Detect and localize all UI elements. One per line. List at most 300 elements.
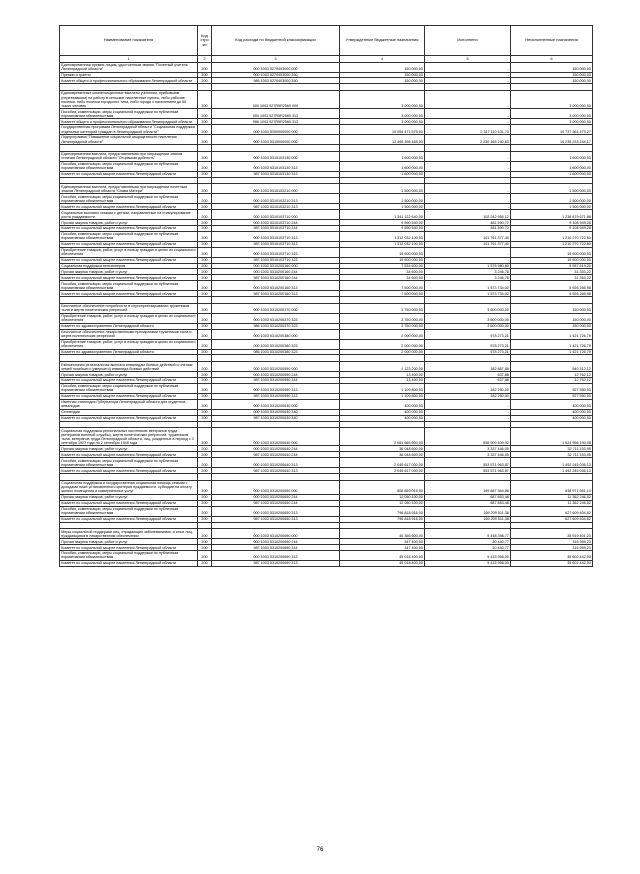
row-approved: 12 050 100,00 <box>340 500 425 506</box>
row-remaining: 9 108 949,28 <box>511 226 593 232</box>
spacer-cell <box>511 474 593 481</box>
page-number: 76 <box>316 847 324 853</box>
row-approved: 400 000,00 <box>340 409 425 415</box>
spacer-cell <box>425 421 511 428</box>
row-approved: 3 000 000,00 <box>340 91 425 109</box>
row-executed: - <box>425 72 511 78</box>
spacer-cell <box>212 355 340 362</box>
row-budget-code: 987 1003 5310200650 244 <box>212 500 340 506</box>
row-line-code: 200 <box>198 241 212 247</box>
row-line-code: 200 <box>198 210 212 220</box>
row-name: Комитет по социальной защите населения Ленинградской области <box>60 393 198 399</box>
table-row <box>60 125 593 135</box>
row-budget-code: 000 1003 5300000000 000 <box>212 125 340 135</box>
row-executed: 182 887,88 <box>425 362 511 372</box>
table-row <box>60 247 593 257</box>
row-executed: - <box>425 119 511 125</box>
row-budget-code: 987 1003 5310200690 313 <box>212 560 340 566</box>
row-line-code: 200 <box>198 263 212 269</box>
row-name: Единовременная выплата, предоставляемая при награждении знаком отличия Ленинградской области "Отцовская доблесть" <box>60 151 198 161</box>
row-budget-code: 000 1003 5310200160 313 <box>212 281 340 291</box>
row-approved: 13 400,00 <box>340 372 425 378</box>
row-line-code: 200 <box>198 269 212 275</box>
row-name: Пособия, компенсации, меры социальной поддержки по публичным нормативным обязательствам <box>60 506 198 516</box>
row-approved: 150 000,00 <box>340 62 425 72</box>
row-line-code: 200 <box>198 275 212 281</box>
row-budget-code: 987 1003 5310103710 313 <box>212 241 340 247</box>
row-executed: 687 853,48 <box>425 494 511 500</box>
row-executed: - <box>425 257 511 263</box>
row-executed: - <box>425 109 511 119</box>
row-line-code: 200 <box>198 545 212 551</box>
row-budget-code: 000 1003 5310200650 000 <box>212 480 340 494</box>
row-budget-code: 000 1003 5310200590 000 <box>212 362 340 372</box>
row-budget-code: 000 1003 527R5R2560 000 <box>212 91 340 109</box>
row-remaining: 927 550,00 <box>511 383 593 393</box>
spacer-cell <box>425 474 511 481</box>
row-remaining: 12 762,12 <box>511 378 593 384</box>
row-name: Прочая закупка товаров, работ и услуг <box>60 446 198 452</box>
spacer-cell <box>511 177 593 184</box>
row-line-code: 200 <box>198 119 212 125</box>
spacer-cell <box>425 297 511 304</box>
row-approved: 3 750 000,00 <box>340 323 425 329</box>
table-row <box>60 303 593 313</box>
row-executed: 687 853,48 <box>425 500 511 506</box>
row-name: Единовременная премия лицам, удостоенным звания "Почетный учитель Ленинградской области" <box>60 62 198 72</box>
row-name: Ежемесячная региональная выплата инвалидам боевых действий и членам семей погибшего (умершего) инвалида боевых действий <box>60 362 198 372</box>
row-remaining: 1 421 726,79 <box>511 349 593 355</box>
spacer-cell <box>212 421 340 428</box>
row-budget-code: 987 1003 5310103210 313 <box>212 204 340 210</box>
row-remaining: 1 600 000,00 <box>511 161 593 171</box>
spacer-cell <box>340 84 425 91</box>
row-executed: 481 590,72 <box>425 226 511 232</box>
row-line-code: 200 <box>198 247 212 257</box>
row-name: Комитет по социальной защите населения Ленинградской области <box>60 516 198 522</box>
table-row <box>60 529 593 539</box>
row-executed: 1 576 980,80 <box>425 263 511 269</box>
spacer-cell <box>60 145 198 152</box>
row-executed: 3 600 000,00 <box>425 323 511 329</box>
row-remaining: 150 000,00 <box>511 303 593 313</box>
row-approved: 3 000 000,00 <box>340 119 425 125</box>
row-approved: 45 018 400,00 <box>340 551 425 561</box>
row-executed: - <box>425 409 511 415</box>
row-executed: 637,88 <box>425 372 511 378</box>
row-executed: 3 337 446,05 <box>425 446 511 452</box>
header-budget-code: Код расхода по бюджетной классификации <box>212 26 340 56</box>
row-name: Прочая закупка товаров, работ и услуг <box>60 494 198 500</box>
row-line-code: 200 <box>198 362 212 372</box>
header-name: Наименование показателя <box>60 26 198 56</box>
table-row <box>60 210 593 220</box>
table-row <box>60 399 593 409</box>
row-approved: 796 818 916,00 <box>340 516 425 522</box>
row-budget-code: 000 1003 5310200630 000 <box>212 399 340 409</box>
table-row <box>60 184 593 194</box>
row-budget-code: 987 1003 5310200160 313 <box>212 291 340 297</box>
row-name: Социальная поддержка региональных льготников: ветеранов труда (ветеранов военной службы), жертв политических репрессий, тружеников тыла, ветеранов труда Ленинградской области, лиц, рожденных в период с 3 сентября 1927 года по 2 сентября 1945 года <box>60 428 198 446</box>
row-name: Социальная поддержка и государственная социальная помощь семьям с доходами ниже установленного критерия нуждаемости, субсидии на оплату жилого помещения и коммунальных услуг <box>60 480 198 494</box>
spacer-cell <box>340 297 425 304</box>
row-name: Прочая закупка товаров, работ и услуг <box>60 220 198 226</box>
row-approved: 808 859 016,00 <box>340 480 425 494</box>
row-executed: 3 246,78 <box>425 275 511 281</box>
row-name: Бесплатное обеспечение потребности в слухопротезировании тружеников тыла и жертв политических репрессий <box>60 303 198 313</box>
spacer-cell <box>60 421 198 428</box>
row-approved: 1 600 000,00 <box>340 171 425 177</box>
row-budget-code: 000 1003 5310103130 000 <box>212 151 340 161</box>
row-approved: 1 341 122 640,00 <box>340 210 425 220</box>
row-budget-code: 000 1003 5310103710 000 <box>212 210 340 220</box>
row-line-code: 200 <box>198 151 212 161</box>
row-name: Комитет общего и профессионального образования Ленинградской области <box>60 78 198 84</box>
spacer-row <box>60 84 593 91</box>
row-name: Комитет общего и профессионального образования Ленинградской области <box>60 119 198 125</box>
row-remaining: 3 000 000,00 <box>511 91 593 109</box>
row-remaining: 35 919 401,23 <box>511 529 593 539</box>
row-budget-code: 986 1003 5270403000 350 <box>212 78 340 84</box>
row-budget-code: 000 1003 5310200690 244 <box>212 539 340 545</box>
row-line-code: 200 <box>198 194 212 204</box>
row-executed: 169 887 364,88 <box>425 480 511 494</box>
row-line-code: 200 <box>198 383 212 393</box>
row-executed: - <box>425 415 511 421</box>
row-line-code: 200 <box>198 539 212 545</box>
row-remaining: 1 500 000,00 <box>511 204 593 210</box>
row-line-code: 200 <box>198 339 212 349</box>
row-name: Пособия, компенсации, меры социальной поддержки по публичным нормативным обязательствам <box>60 194 198 204</box>
row-remaining: 12 762,12 <box>511 372 593 378</box>
row-executed: 102 242 955,12 <box>425 210 511 220</box>
row-name: Стипендии <box>60 409 198 415</box>
row-executed: 101 761 377,40 <box>425 241 511 247</box>
row-approved: 7 534 600,00 <box>340 263 425 269</box>
row-line-code: 200 <box>198 220 212 226</box>
row-remaining: 316 959,23 <box>511 545 593 551</box>
spacer-cell <box>198 474 212 481</box>
row-name: Государственная программа Ленинградской области "Социальная поддержка отдельных категорий граждан в Ленинградской области" <box>60 125 198 135</box>
row-executed: 3 246,78 <box>425 269 511 275</box>
row-name: Подпрограмма "Повышение социальной защищенности населения Ленинградской области" <box>60 135 198 145</box>
row-line-code: 200 <box>198 452 212 458</box>
row-name: Комитет по социальной защите населения Ленинградской области <box>60 241 198 247</box>
row-budget-code: 000 1003 527R5R2560 313 <box>212 109 340 119</box>
row-executed: 9 415 958,00 <box>425 560 511 566</box>
row-executed: 1 573 734,02 <box>425 291 511 297</box>
spacer-cell <box>198 522 212 529</box>
table-row <box>60 428 593 446</box>
row-approved: 796 818 916,00 <box>340 506 425 516</box>
row-remaining: 400 000,00 <box>511 399 593 409</box>
row-approved: 34 600,00 <box>340 275 425 281</box>
row-line-code: 200 <box>198 468 212 474</box>
row-name: Приобретение товаров, работ, услуг в пользу граждан в целях их социального обеспечения <box>61 314 196 323</box>
spacer-cell <box>60 355 198 362</box>
spacer-cell <box>212 474 340 481</box>
spacer-row <box>60 522 593 529</box>
spacer-cell <box>60 522 198 529</box>
row-remaining: 19 500 000,00 <box>511 257 593 263</box>
row-name: Прочая закупка товаров, работ и услуг <box>60 539 198 545</box>
row-executed: 3 600 000,00 <box>425 313 511 323</box>
row-executed: 637,88 <box>425 378 511 384</box>
spacer-cell <box>340 355 425 362</box>
row-approved: 34 600,00 <box>340 269 425 275</box>
row-budget-code: 000 1003 5310200640 313 <box>212 458 340 468</box>
row-line-code: 200 <box>198 109 212 119</box>
row-budget-code: 000 1003 5310103210 000 <box>212 184 340 194</box>
row-approved: 150 000,00 <box>340 72 425 78</box>
row-remaining: 32 711 153,95 <box>511 452 593 458</box>
row-remaining: 11 362 246,52 <box>511 500 593 506</box>
row-executed: - <box>425 204 511 210</box>
row-line-code: 200 <box>198 560 212 566</box>
row-name: Меры социальной поддержки лиц, страдающих заболеваниями, и иных лиц, нуждающихся в лекарственном обеспечении <box>60 529 198 539</box>
table-row <box>60 458 593 468</box>
row-approved: 9 590 540,00 <box>340 220 425 226</box>
header-approved: Утвержденные бюджетные назначения <box>340 26 425 56</box>
row-name: Комитет по социальной защите населения Ленинградской области <box>60 415 198 421</box>
row-remaining: 1 421 726,79 <box>511 339 593 349</box>
row-budget-code: 986 1003 5310200380 323 <box>212 349 340 355</box>
row-approved: 45 365 600,00 <box>340 529 425 539</box>
row-name: Комитет по социальной защите населения Ленинградской области <box>60 275 198 281</box>
row-executed: - <box>425 151 511 161</box>
row-line-code: 200 <box>198 399 212 409</box>
row-budget-code: 987 1003 5310200690 244 <box>212 545 340 551</box>
row-executed: - <box>425 91 511 109</box>
row-remaining: 10 737 361 473,27 <box>511 125 593 135</box>
row-remaining: 150 000,00 <box>511 72 593 78</box>
row-remaining: 940 312,12 <box>511 362 593 372</box>
table-row <box>60 109 593 119</box>
spacer-row <box>60 177 593 184</box>
row-executed: 30 440,77 <box>425 545 511 551</box>
row-budget-code: 000 1003 5310103710 313 <box>212 231 340 241</box>
row-executed: - <box>425 78 511 84</box>
row-remaining: 5 926 265,98 <box>511 281 593 291</box>
row-name: Именная стипендия Губернатора Ленинградской области для студентов-инвалидов <box>60 399 198 409</box>
row-approved: 150 000,00 <box>340 78 425 84</box>
row-line-code: 200 <box>198 171 212 177</box>
row-line-code: 200 <box>198 135 212 145</box>
row-budget-code: 000 1003 5310200690 313 <box>212 551 340 561</box>
row-executed: - <box>425 194 511 204</box>
row-line-code: 200 <box>198 231 212 241</box>
row-budget-code: 987 1003 5310200640 244 <box>212 452 340 458</box>
table-row <box>60 383 593 393</box>
row-line-code: 200 <box>198 72 212 78</box>
row-executed: 182 250,00 <box>425 383 511 393</box>
spacer-cell <box>60 474 198 481</box>
row-remaining: 31 353,22 <box>511 269 593 275</box>
row-approved: 1 123 200,00 <box>340 362 425 372</box>
row-executed: 2 230 165 240,83 <box>425 135 511 145</box>
spacer-cell <box>212 522 340 529</box>
row-executed: 578 273,21 <box>425 329 511 339</box>
row-budget-code: 000 1003 5310200160 000 <box>212 263 340 269</box>
row-line-code: 200 <box>198 257 212 263</box>
table-row <box>60 135 593 145</box>
row-remaining: 3 000 000,00 <box>511 119 593 125</box>
row-approved: 2 045 617 000,00 <box>340 468 425 474</box>
row-line-code: 200 <box>198 125 212 135</box>
row-approved: 1 500 000,00 <box>340 194 425 204</box>
row-line-code: 200 <box>198 378 212 384</box>
row-budget-code: 000 1003 5310200590 244 <box>212 372 340 378</box>
row-executed: 2 317 110 101,73 <box>425 125 511 135</box>
row-approved: 1 312 032 100,00 <box>340 241 425 247</box>
row-approved: 1 109 800,00 <box>340 393 425 399</box>
row-approved: 400 000,00 <box>340 399 425 409</box>
row-name: Комитет по социальной защите населения Ленинградской области <box>60 378 198 384</box>
row-budget-code: 000 1003 5310200380 323 <box>212 339 340 349</box>
row-executed: 481 590,72 <box>425 220 511 226</box>
row-executed: 1 573 734,02 <box>425 281 511 291</box>
row-approved: 2 000 000,00 <box>340 339 425 349</box>
spacer-cell <box>340 421 425 428</box>
row-executed: 553 571 963,87 <box>425 458 511 468</box>
spacer-cell <box>198 355 212 362</box>
column-number: 4 <box>340 55 425 62</box>
row-name: Комитет по социальной защите населения Ленинградской области <box>60 545 198 551</box>
table-row <box>60 62 593 72</box>
row-approved: 36 048 600,00 <box>340 452 425 458</box>
row-remaining: 400 000,00 <box>511 409 593 415</box>
row-executed: - <box>425 171 511 177</box>
row-line-code: 200 <box>198 313 212 323</box>
row-remaining: 627 609 404,62 <box>511 506 593 516</box>
row-name: Пособия, компенсации, меры социальной поддержки по публичным нормативным обязательствам <box>60 551 198 561</box>
row-budget-code: 986 1003 527R5R2560 313 <box>212 119 340 125</box>
row-executed: 556 909 409,92 <box>425 428 511 446</box>
row-line-code: 200 <box>198 226 212 232</box>
row-name: Пособия, компенсации, меры социальной поддержки по публичным нормативным обязательствам <box>60 458 198 468</box>
table-row <box>60 194 593 204</box>
table-row <box>60 362 593 372</box>
row-name: Единовременные компенсационные выплаты учителям, прибывшим (переехавшим) на работу в сельские населенные пункты, либо рабочие поселки, либо поселки городского типа, либо города с населением до 50 тысяч человек <box>60 91 198 109</box>
row-executed: - <box>425 184 511 194</box>
row-executed: 169 209 511,38 <box>425 516 511 522</box>
row-remaining: 150 000,00 <box>511 78 593 84</box>
row-line-code: 200 <box>198 500 212 506</box>
row-budget-code: 000 1003 5310200370 000 <box>212 303 340 313</box>
spacer-row <box>60 421 593 428</box>
row-approved: 1 500 000,00 <box>340 184 425 194</box>
table-row <box>60 91 593 109</box>
spacer-row <box>60 474 593 481</box>
row-remaining: 400 000,00 <box>511 415 593 421</box>
spacer-cell <box>425 522 511 529</box>
spacer-cell <box>198 145 212 152</box>
row-remaining: 1 210 270 722,60 <box>511 241 593 247</box>
row-executed: 182 250,00 <box>425 393 511 399</box>
row-line-code: 200 <box>198 393 212 399</box>
row-remaining: 1 524 956 190,08 <box>511 428 593 446</box>
spacer-cell <box>212 145 340 152</box>
row-remaining: 1 600 000,00 <box>511 171 593 177</box>
row-approved: 9 590 540,00 <box>340 226 425 232</box>
row-remaining: 638 971 651,14 <box>511 480 593 494</box>
row-budget-code: 987 1003 5310103710 323 <box>212 257 340 263</box>
spacer-cell <box>198 84 212 91</box>
row-budget-code: 987 1003 5310200650 313 <box>212 516 340 522</box>
row-remaining: 1 492 245 036,13 <box>511 468 593 474</box>
row-executed: - <box>425 161 511 171</box>
row-remaining: 1 238 879 671,88 <box>511 210 593 220</box>
row-name: Комитет по социальной защите населения Ленинградской области <box>60 468 198 474</box>
row-line-code: 200 <box>198 161 212 171</box>
row-approved: 1 500 000,00 <box>340 204 425 210</box>
row-name: Комитет по социальной защите населения Ленинградской области <box>60 257 198 263</box>
row-executed: 30 440,77 <box>425 539 511 545</box>
row-budget-code: 000 1003 5310200650 313 <box>212 506 340 516</box>
column-number: 5 <box>425 55 511 62</box>
row-approved: 13 400,00 <box>340 378 425 384</box>
table-row <box>60 151 593 161</box>
table-row <box>60 313 593 323</box>
row-approved: 3 750 000,00 <box>340 303 425 313</box>
row-line-code: 200 <box>198 551 212 561</box>
row-name: Премии и гранты <box>60 72 198 78</box>
spacer-cell <box>198 421 212 428</box>
table-header-row <box>60 26 593 56</box>
row-approved: 1 312 032 100,00 <box>340 231 425 241</box>
row-remaining: 1 600 000,00 <box>511 151 593 161</box>
spacer-row <box>60 355 593 362</box>
spacer-cell <box>60 84 198 91</box>
spacer-cell <box>212 84 340 91</box>
row-remaining: 35 602 442,00 <box>511 560 593 566</box>
spacer-cell <box>60 297 198 304</box>
spacer-cell <box>511 297 593 304</box>
row-line-code: 200 <box>198 516 212 522</box>
row-executed: 3 337 446,05 <box>425 452 511 458</box>
row-budget-code: 000 1003 5310103210 313 <box>212 194 340 204</box>
spacer-row <box>60 297 593 304</box>
row-approved: 1 109 800,00 <box>340 383 425 393</box>
row-line-code: 200 <box>198 446 212 452</box>
row-line-code: 200 <box>198 506 212 516</box>
row-remaining: 9 108 949,28 <box>511 220 593 226</box>
row-remaining: 35 602 442,00 <box>511 551 593 561</box>
row-line-code: 200 <box>198 415 212 421</box>
row-executed: 3 600 000,00 <box>425 303 511 313</box>
row-remaining: 927 550,00 <box>511 393 593 399</box>
spacer-cell <box>212 297 340 304</box>
row-approved: 3 750 000,00 <box>340 313 425 323</box>
row-executed: 101 761 377,40 <box>425 231 511 241</box>
row-line-code: 200 <box>198 349 212 355</box>
row-name: Комитет по социальной защите населения Ленинградской области <box>60 171 198 177</box>
row-remaining: 1 500 000,00 <box>511 184 593 194</box>
row-approved: 7 500 000,00 <box>340 291 425 297</box>
spacer-cell <box>198 177 212 184</box>
table-row <box>60 506 593 516</box>
row-line-code: 200 <box>198 323 212 329</box>
header-line-code: Код стро ки <box>198 26 212 56</box>
row-line-code: 200 <box>198 91 212 109</box>
row-remaining: 1 492 245 036,13 <box>511 458 593 468</box>
spacer-cell <box>340 145 425 152</box>
spacer-cell <box>425 84 511 91</box>
row-line-code: 200 <box>198 529 212 539</box>
row-name: Социальная поддержка пенсионеров <box>60 263 198 269</box>
row-approved: 347 400,00 <box>340 545 425 551</box>
spacer-cell <box>60 177 198 184</box>
